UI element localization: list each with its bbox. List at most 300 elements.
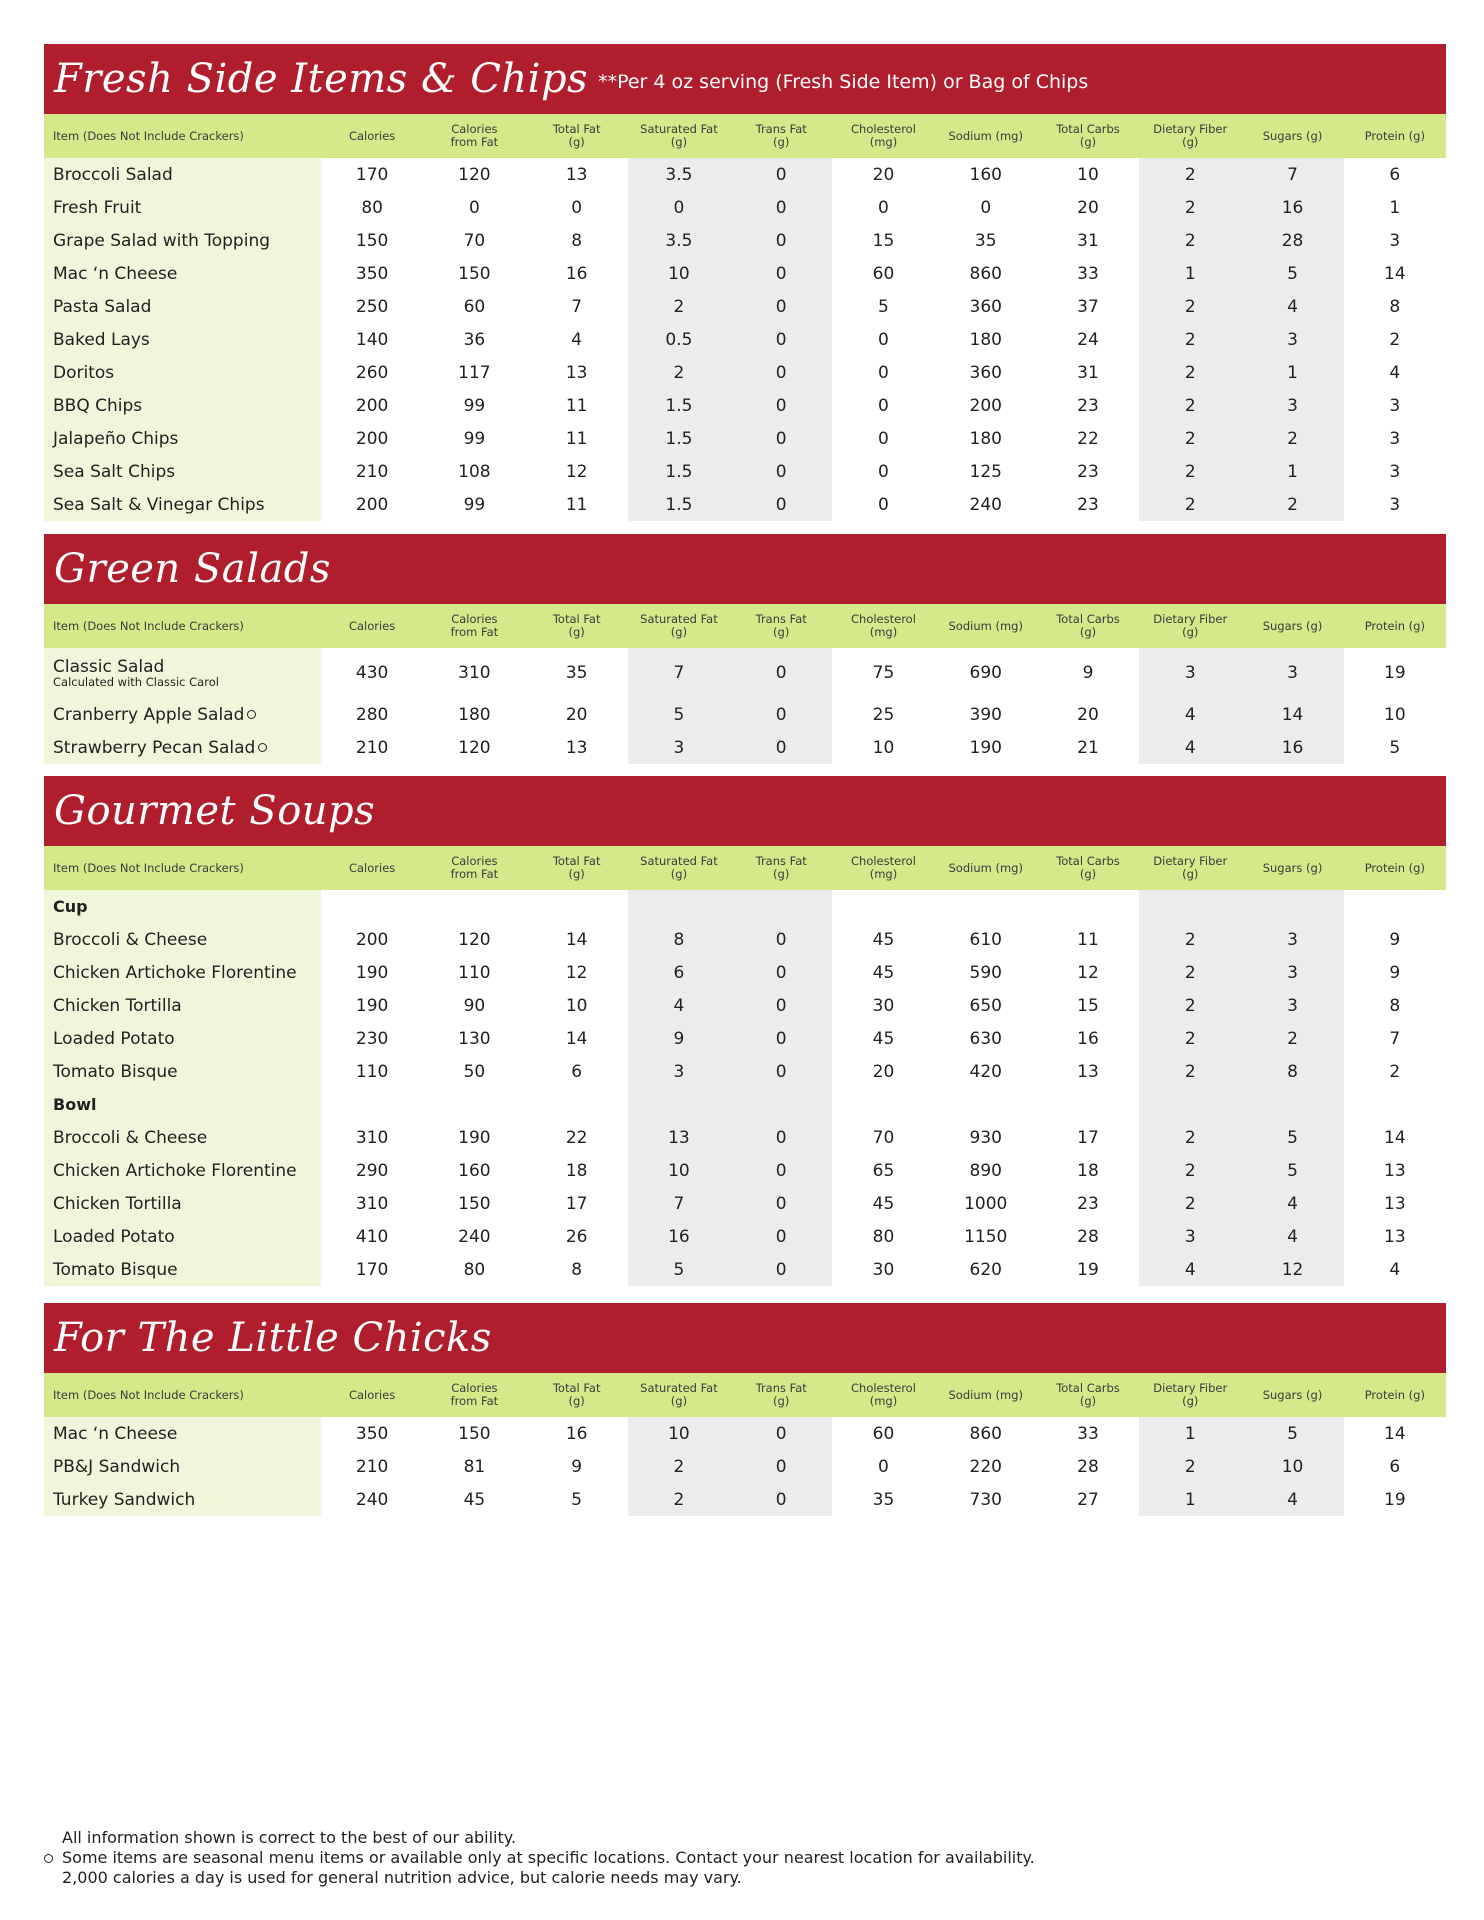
table-row (44, 1121, 1446, 1154)
cell-trans-fat: 0 (730, 1483, 832, 1516)
cell-sugars: 7 (1241, 158, 1343, 191)
cell-dietary-fiber: 2 (1139, 389, 1241, 422)
cell-sugars: 2 (1241, 422, 1343, 455)
cell-dietary-fiber: 2 (1139, 1450, 1241, 1483)
cell-dietary-fiber: 2 (1139, 191, 1241, 224)
cell-sugars (1241, 890, 1343, 923)
cell-sodium: 190 (969, 737, 1002, 758)
cell-sodium: 220 (969, 1456, 1002, 1477)
cell-saturated-fat: 7 (628, 1187, 730, 1220)
cell-calories: 250 (355, 296, 389, 317)
footer-seasonal-note: Some items are seasonal menu items or available only at specific locations. Contact your nearest location for availability. (44, 1848, 1344, 1868)
cell-sugars: 5 (1241, 257, 1343, 290)
cell-saturated-fat: 2 (628, 290, 730, 323)
item-name: Broccoli & Cheese (44, 1121, 321, 1154)
item-name: BBQ Chips (44, 389, 321, 422)
cell-sodium: 1150 (964, 1226, 1008, 1247)
cell-calories-from-fat: 50 (463, 1061, 486, 1082)
cell-sugars: 14 (1241, 698, 1343, 731)
section-banner (44, 534, 1446, 604)
table-row (44, 989, 1446, 1022)
cell-protein: 6 (1389, 164, 1401, 185)
item-name: Jalapeño Chips (44, 422, 321, 455)
cell-calories: 150 (355, 230, 389, 251)
cell-total-fat: 11 (565, 395, 588, 416)
cell-sodium: 730 (969, 1489, 1002, 1510)
cell-dietary-fiber: 2 (1139, 1187, 1241, 1220)
cell-protein: 14 (1384, 1127, 1406, 1148)
cell-total-fat (526, 890, 628, 923)
cell-cholesterol (832, 890, 934, 923)
cell-dietary-fiber: 2 (1139, 224, 1241, 257)
cell-total-carbs: 33 (1077, 263, 1099, 284)
item-name: Baked Lays (44, 323, 321, 356)
column-header-dietary-fiber: Dietary Fiber (g) (1153, 854, 1228, 881)
cell-dietary-fiber: 2 (1139, 989, 1241, 1022)
item-name: Chicken Artichoke Florentine (44, 956, 321, 989)
cell-protein: 13 (1384, 1193, 1406, 1214)
cell-calories-from-fat: 70 (463, 230, 486, 251)
cell-cholesterol: 5 (878, 296, 889, 317)
column-header-calories-from-fat: Calories from Fat (450, 612, 499, 639)
cell-protein: 13 (1384, 1226, 1406, 1247)
cell-total-carbs: 27 (1077, 1489, 1099, 1510)
cell-total-carbs: 13 (1077, 1061, 1099, 1082)
cell-total-fat: 11 (565, 428, 588, 449)
column-header-trans-fat: Trans Fat (g) (755, 1381, 807, 1408)
cell-total-carbs: 19 (1077, 1259, 1099, 1280)
cell-total-carbs: 18 (1077, 1160, 1099, 1181)
cell-calories-from-fat: 190 (458, 1127, 491, 1148)
cell-trans-fat: 0 (730, 1121, 832, 1154)
column-header-calories: Calories (348, 1387, 396, 1402)
cell-protein: 14 (1384, 263, 1406, 284)
cell-sodium: 360 (969, 362, 1002, 383)
cell-cholesterol: 0 (878, 329, 889, 350)
cell-cholesterol: 25 (872, 704, 895, 725)
cell-protein: 8 (1389, 296, 1401, 317)
cell-saturated-fat (628, 1088, 730, 1121)
cell-sodium: 0 (980, 197, 992, 218)
cell-calories: 290 (355, 1160, 389, 1181)
cell-protein: 7 (1389, 1028, 1401, 1049)
table-row (44, 1022, 1446, 1055)
cell-sugars: 28 (1241, 224, 1343, 257)
table-row (44, 698, 1446, 731)
cell-sugars: 5 (1241, 1417, 1343, 1450)
cell-cholesterol: 0 (878, 494, 889, 515)
cell-trans-fat: 0 (730, 158, 832, 191)
cell-total-carbs (1037, 1088, 1139, 1121)
cell-trans-fat: 0 (730, 191, 832, 224)
table-row (44, 290, 1446, 323)
item-name: Chicken Tortilla (44, 989, 321, 1022)
column-header-sodium: Sodium (mg) (948, 860, 1023, 875)
cell-sugars: 12 (1241, 1253, 1343, 1286)
table-row (44, 1450, 1446, 1483)
item-name: Broccoli Salad (44, 158, 321, 191)
cell-total-fat: 26 (565, 1226, 588, 1247)
item-name: Tomato Bisque (44, 1055, 321, 1088)
cell-sodium: 610 (969, 929, 1002, 950)
cell-total-fat: 9 (571, 1456, 583, 1477)
cell-total-carbs (1037, 890, 1139, 923)
cell-total-fat: 12 (565, 962, 588, 983)
cell-calories: 110 (355, 1061, 389, 1082)
cell-cholesterol: 20 (872, 1061, 895, 1082)
column-header-item: Item (Does Not Include Crackers) (53, 1387, 244, 1402)
cell-total-fat: 4 (571, 329, 583, 350)
cell-cholesterol: 30 (872, 995, 895, 1016)
nutrition-table (44, 1373, 1446, 1516)
cell-saturated-fat: 1.5 (628, 488, 730, 521)
cell-saturated-fat: 10 (628, 1417, 730, 1450)
cell-sugars: 10 (1241, 1450, 1343, 1483)
cell-dietary-fiber: 2 (1139, 323, 1241, 356)
cell-sugars: 16 (1241, 191, 1343, 224)
cell-trans-fat (730, 890, 832, 923)
column-header-saturated-fat: Saturated Fat (g) (640, 612, 718, 639)
cell-sodium: 630 (969, 1028, 1002, 1049)
cell-total-fat: 10 (565, 995, 588, 1016)
item-name: Mac ‘n Cheese (44, 1417, 321, 1450)
cell-dietary-fiber: 4 (1139, 698, 1241, 731)
nutrition-table (44, 604, 1446, 764)
cell-trans-fat: 0 (730, 731, 832, 764)
column-header-sugars: Sugars (g) (1262, 128, 1323, 143)
cell-saturated-fat: 16 (628, 1220, 730, 1253)
cell-calories: 280 (355, 704, 389, 725)
cell-trans-fat: 0 (730, 989, 832, 1022)
cell-sodium: 690 (969, 663, 1002, 683)
table-row (44, 389, 1446, 422)
cell-calories-from-fat: 36 (463, 329, 486, 350)
cell-total-fat: 5 (571, 1489, 583, 1510)
cell-protein: 2 (1389, 1061, 1401, 1082)
item-name: Grape Salad with Topping (44, 224, 321, 257)
cell-total-fat: 14 (565, 1028, 588, 1049)
cell-sugars: 3 (1241, 323, 1343, 356)
cell-calories-from-fat (423, 890, 525, 923)
cell-sodium: 160 (969, 164, 1002, 185)
cell-calories: 310 (355, 1193, 389, 1214)
cell-saturated-fat: 2 (628, 1450, 730, 1483)
cell-dietary-fiber: 2 (1139, 488, 1241, 521)
cell-dietary-fiber: 3 (1139, 1220, 1241, 1253)
cell-sugars: 5 (1241, 1121, 1343, 1154)
cell-protein: 8 (1389, 995, 1401, 1016)
cell-protein (1344, 890, 1446, 923)
cell-protein: 4 (1389, 1259, 1401, 1280)
cell-trans-fat: 0 (730, 488, 832, 521)
section-note: **Per 4 oz serving (Fresh Side Item) or Bag of Chips (598, 71, 1089, 93)
item-name: Classic Salad Calculated with Classic Carol (44, 648, 321, 698)
cell-protein: 1 (1389, 197, 1401, 218)
cell-dietary-fiber: 4 (1139, 731, 1241, 764)
cell-trans-fat (730, 1088, 832, 1121)
column-header-calories-from-fat: Calories from Fat (450, 1381, 499, 1408)
cell-sugars: 4 (1241, 290, 1343, 323)
cell-protein (1344, 1088, 1446, 1121)
cell-sodium (935, 1088, 1037, 1121)
cell-dietary-fiber: 2 (1139, 1154, 1241, 1187)
cell-sodium: 650 (969, 995, 1002, 1016)
cell-sodium: 860 (969, 263, 1002, 284)
cell-trans-fat: 0 (730, 1220, 832, 1253)
cell-total-carbs: 31 (1077, 362, 1099, 383)
cell-sugars: 3 (1241, 648, 1343, 698)
cell-sugars: 4 (1241, 1187, 1343, 1220)
cell-calories-from-fat: 81 (463, 1456, 486, 1477)
cell-saturated-fat (628, 890, 730, 923)
cell-protein: 13 (1384, 1160, 1406, 1181)
table-row (44, 648, 1446, 698)
cell-dietary-fiber: 2 (1139, 1022, 1241, 1055)
cell-calories (321, 1088, 423, 1121)
cell-cholesterol: 60 (872, 263, 895, 284)
footer-notes (44, 1828, 1344, 1888)
cell-sugars: 2 (1241, 488, 1343, 521)
cell-total-carbs: 28 (1077, 1226, 1099, 1247)
cell-sodium: 890 (969, 1160, 1002, 1181)
cell-cholesterol: 65 (872, 1160, 895, 1181)
cell-sodium: 35 (974, 230, 997, 251)
cell-saturated-fat: 2 (628, 356, 730, 389)
table-row (44, 488, 1446, 521)
cell-total-fat: 13 (565, 737, 588, 758)
cell-protein: 3 (1389, 428, 1401, 449)
cell-total-carbs: 31 (1077, 230, 1099, 251)
cell-dietary-fiber: 2 (1139, 290, 1241, 323)
section-banner (44, 776, 1446, 846)
cell-calories: 190 (355, 962, 389, 983)
cell-calories-from-fat: 150 (458, 263, 491, 284)
table-row (44, 1417, 1446, 1450)
cell-sugars: 16 (1241, 731, 1343, 764)
column-header-item: Item (Does Not Include Crackers) (53, 128, 244, 143)
table-row (44, 323, 1446, 356)
cell-trans-fat: 0 (730, 648, 832, 698)
column-header-cholesterol: Cholesterol (mg) (851, 122, 916, 149)
cell-saturated-fat: 9 (628, 1022, 730, 1055)
cell-calories-from-fat: 160 (458, 1160, 491, 1181)
table-row (44, 1253, 1446, 1286)
cell-total-carbs: 24 (1077, 329, 1099, 350)
column-header-cholesterol: Cholesterol (mg) (851, 612, 916, 639)
column-header-protein: Protein (g) (1364, 860, 1425, 875)
cell-calories: 200 (355, 929, 389, 950)
item-subnote: Calculated with Classic Carol (53, 674, 219, 689)
cell-sodium: 590 (969, 962, 1002, 983)
cell-trans-fat: 0 (730, 323, 832, 356)
nutrition-table (44, 846, 1446, 1286)
column-header-saturated-fat: Saturated Fat (g) (640, 1381, 718, 1408)
column-header-item: Item (Does Not Include Crackers) (53, 860, 244, 875)
cell-saturated-fat: 0 (628, 191, 730, 224)
cell-calories-from-fat: 150 (458, 1423, 491, 1444)
cell-cholesterol: 0 (878, 428, 889, 449)
table-row (44, 257, 1446, 290)
cell-cholesterol: 15 (872, 230, 895, 251)
cell-dietary-fiber: 2 (1139, 956, 1241, 989)
section-banner (44, 1303, 1446, 1373)
item-name: Cranberry Apple Salad (44, 698, 321, 731)
seasonal-circle-icon (44, 1854, 53, 1863)
column-header-calories-from-fat: Calories from Fat (450, 854, 499, 881)
cell-calories: 140 (355, 329, 389, 350)
cell-total-carbs: 37 (1077, 296, 1099, 317)
cell-calories-from-fat: 180 (458, 704, 491, 725)
cell-trans-fat: 0 (730, 1450, 832, 1483)
cell-calories-from-fat: 0 (468, 197, 480, 218)
table-row (44, 356, 1446, 389)
cell-trans-fat: 0 (730, 389, 832, 422)
cell-sodium: 125 (969, 461, 1002, 482)
column-header-total-fat: Total Fat (g) (552, 612, 601, 639)
cell-calories: 410 (355, 1226, 389, 1247)
column-header-total-carbs: Total Carbs (g) (1056, 854, 1120, 881)
cell-cholesterol: 45 (872, 962, 895, 983)
cell-dietary-fiber: 2 (1139, 158, 1241, 191)
cell-trans-fat: 0 (730, 455, 832, 488)
cell-calories-from-fat: 120 (458, 737, 491, 758)
cell-calories: 210 (355, 461, 389, 482)
cell-total-fat: 6 (571, 1061, 583, 1082)
cell-total-carbs: 20 (1077, 197, 1099, 218)
cell-trans-fat: 0 (730, 356, 832, 389)
cell-dietary-fiber: 1 (1139, 1483, 1241, 1516)
column-header-sugars: Sugars (g) (1262, 860, 1323, 875)
item-name: Tomato Bisque (44, 1253, 321, 1286)
cell-cholesterol: 80 (872, 1226, 895, 1247)
cell-saturated-fat: 7 (628, 648, 730, 698)
seasonal-circle-icon (258, 743, 267, 752)
cell-cholesterol: 20 (872, 164, 895, 185)
cell-cholesterol: 60 (872, 1423, 895, 1444)
cell-total-carbs: 11 (1077, 929, 1099, 950)
cell-dietary-fiber: 2 (1139, 455, 1241, 488)
cell-calories-from-fat: 99 (463, 494, 486, 515)
cell-trans-fat: 0 (730, 257, 832, 290)
cell-total-carbs: 12 (1077, 962, 1099, 983)
section-title: For The Little Chicks (54, 1315, 492, 1361)
cell-cholesterol: 0 (878, 395, 889, 416)
cell-total-fat: 11 (565, 494, 588, 515)
cell-calories: 80 (361, 197, 383, 218)
cell-protein: 2 (1389, 329, 1401, 350)
item-name: Chicken Artichoke Florentine (44, 1154, 321, 1187)
column-header-protein: Protein (g) (1364, 618, 1425, 633)
cell-protein: 3 (1389, 395, 1401, 416)
cell-sugars: 3 (1241, 956, 1343, 989)
nutrition-table (44, 114, 1446, 521)
cell-protein: 9 (1389, 929, 1401, 950)
cell-total-carbs: 9 (1082, 663, 1094, 683)
cell-saturated-fat: 3.5 (628, 224, 730, 257)
cell-saturated-fat: 5 (628, 1253, 730, 1286)
item-name: Doritos (44, 356, 321, 389)
cell-saturated-fat: 3.5 (628, 158, 730, 191)
cell-calories-from-fat: 99 (463, 395, 486, 416)
section-title: Fresh Side Items & Chips (54, 56, 589, 102)
item-name: Loaded Potato (44, 1022, 321, 1055)
cell-dietary-fiber: 1 (1139, 257, 1241, 290)
cell-saturated-fat: 13 (628, 1121, 730, 1154)
cell-sugars: 3 (1241, 389, 1343, 422)
cell-total-carbs: 23 (1077, 461, 1099, 482)
section-3 (44, 1303, 1446, 1516)
item-name: Fresh Fruit (44, 191, 321, 224)
cell-total-fat: 0 (571, 197, 583, 218)
cell-calories: 260 (355, 362, 389, 383)
cell-calories: 230 (355, 1028, 389, 1049)
item-name: Chicken Tortilla (44, 1187, 321, 1220)
cell-trans-fat: 0 (730, 1055, 832, 1088)
cell-saturated-fat: 6 (628, 956, 730, 989)
cell-cholesterol: 0 (878, 197, 889, 218)
cell-total-carbs: 17 (1077, 1127, 1099, 1148)
cell-dietary-fiber (1139, 890, 1241, 923)
cell-saturated-fat: 1.5 (628, 422, 730, 455)
cell-saturated-fat: 10 (628, 1154, 730, 1187)
cell-calories-from-fat: 120 (458, 929, 491, 950)
column-header-cholesterol: Cholesterol (mg) (851, 854, 916, 881)
table-row (44, 455, 1446, 488)
cell-dietary-fiber: 4 (1139, 1253, 1241, 1286)
cell-saturated-fat: 5 (628, 698, 730, 731)
table-row (44, 1220, 1446, 1253)
cell-total-fat: 35 (565, 663, 588, 683)
section-banner (44, 44, 1446, 114)
cell-protein: 10 (1384, 704, 1406, 725)
cell-protein: 19 (1384, 663, 1406, 683)
column-header-row (44, 114, 1446, 158)
column-header-cholesterol: Cholesterol (mg) (851, 1381, 916, 1408)
column-header-calories-from-fat: Calories from Fat (450, 122, 499, 149)
cell-calories: 170 (355, 1259, 389, 1280)
table-row (44, 1055, 1446, 1088)
cell-sugars: 3 (1241, 989, 1343, 1022)
cell-cholesterol: 0 (878, 1456, 889, 1477)
cell-total-fat: 13 (565, 362, 588, 383)
cell-total-carbs: 28 (1077, 1456, 1099, 1477)
cell-cholesterol (832, 1088, 934, 1121)
item-name: Pasta Salad (44, 290, 321, 323)
cell-trans-fat: 0 (730, 224, 832, 257)
column-header-total-fat: Total Fat (g) (552, 854, 601, 881)
cell-protein: 3 (1389, 230, 1401, 251)
cell-total-fat: 20 (565, 704, 588, 725)
column-header-total-carbs: Total Carbs (g) (1056, 612, 1120, 639)
cell-total-fat: 14 (565, 929, 588, 950)
cell-protein: 6 (1389, 1456, 1401, 1477)
cell-sugars (1241, 1088, 1343, 1121)
cell-sodium: 620 (969, 1259, 1002, 1280)
column-header-calories: Calories (348, 128, 396, 143)
cell-sodium: 930 (969, 1127, 1002, 1148)
cell-total-fat: 12 (565, 461, 588, 482)
cell-total-carbs: 16 (1077, 1028, 1099, 1049)
cell-saturated-fat: 1.5 (628, 455, 730, 488)
cell-dietary-fiber (1139, 1088, 1241, 1121)
cell-calories: 200 (355, 395, 389, 416)
cell-total-carbs: 33 (1077, 1423, 1099, 1444)
item-name: PB&J Sandwich (44, 1450, 321, 1483)
cell-protein: 19 (1384, 1489, 1406, 1510)
cell-protein: 9 (1389, 962, 1401, 983)
footer-calorie-note: 2,000 calories a day is used for general nutrition advice, but calorie needs may vary. (62, 1868, 742, 1887)
cell-calories-from-fat: 80 (463, 1259, 486, 1280)
